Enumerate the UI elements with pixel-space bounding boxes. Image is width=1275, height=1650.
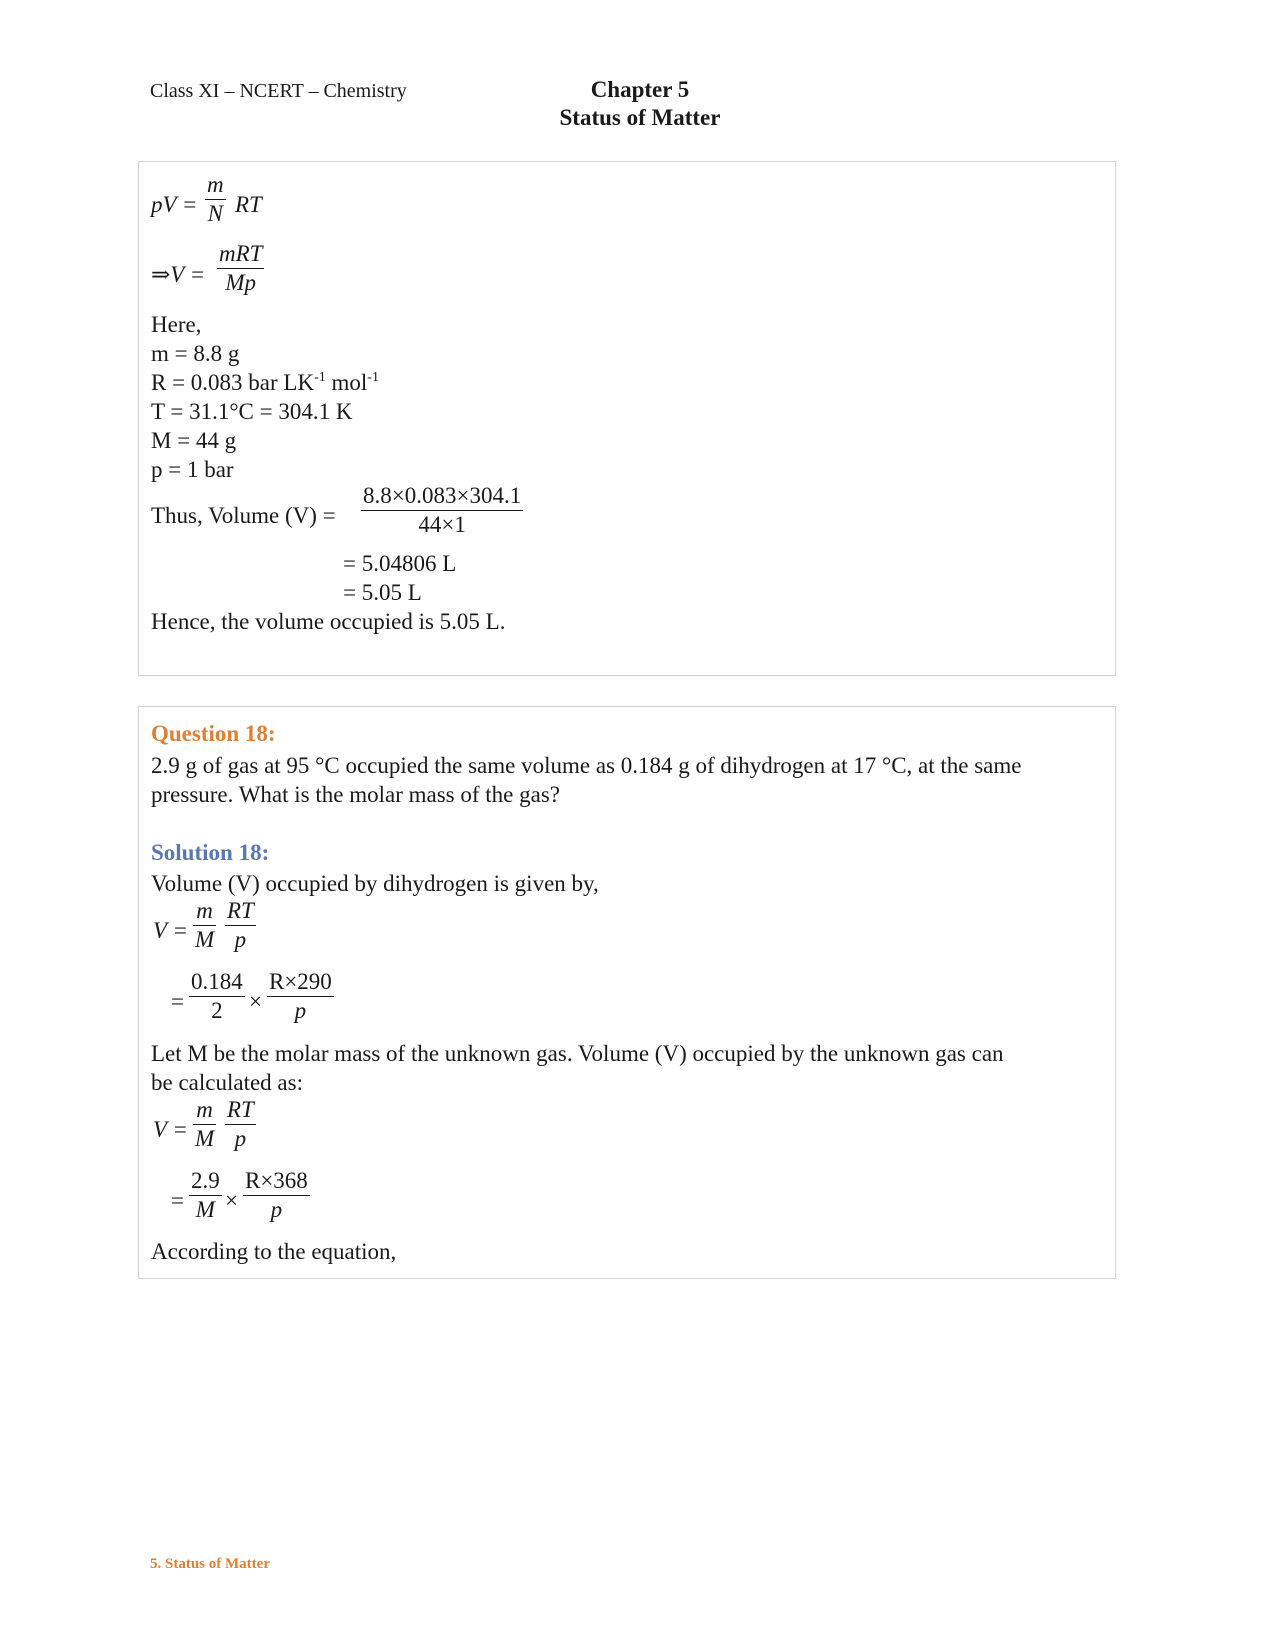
gas-constant-line: R = 0.083 bar $LK^{-1}$ mol$^{-1}$ <box>151 370 379 395</box>
result-line-2: = 5.05 L <box>343 580 422 605</box>
eq2-lhs: ⇒V = <box>151 262 206 287</box>
f2-frac-a: 0.184 2 <box>191 969 243 1023</box>
question-title: Question 18: <box>151 721 276 746</box>
f2-frac-b: R×290 p <box>269 969 332 1023</box>
solution-line-3: be calculated as: <box>151 1070 303 1095</box>
question-line-1: 2.9 g of gas at 95 °C occupied the same volume as 0.184 g of dihydrogen at 17 °C, at the same <box>151 753 1022 778</box>
eq1-den: N <box>207 201 223 226</box>
conclusion-line: Hence, the volume occupied is 5.05 L. <box>151 609 506 634</box>
f3-frac-b: RT p <box>227 1097 254 1151</box>
f2-lhs: = <box>171 989 184 1014</box>
eq2-fraction <box>217 240 264 297</box>
eq2-num: mRT <box>219 241 263 266</box>
solution-line-4: According to the equation, <box>151 1239 397 1264</box>
molar-mass-line: M = 44 g <box>151 428 237 453</box>
here-label: Here, <box>151 312 202 337</box>
f4-lhs: = <box>171 1188 184 1213</box>
volume-calc-fraction <box>361 482 523 539</box>
mass-line: m = 8.8 g <box>151 341 240 366</box>
thus-volume-label: Thus, Volume (V) = <box>151 503 336 528</box>
f2-times: × <box>249 989 262 1014</box>
solution-title: Solution 18: <box>151 840 270 865</box>
f1-frac-b: RT p <box>227 898 254 952</box>
f1-frac-a: m M <box>195 898 215 952</box>
chapter-title: Status of Matter <box>559 105 721 130</box>
eq1-num: m <box>207 172 224 197</box>
header-left: Class XI – NCERT – Chemistry <box>150 80 407 102</box>
question-18-box <box>138 706 1116 1279</box>
temperature-line: T = 31.1°C = 304.1 K <box>151 399 353 424</box>
eq2-den: Mp <box>225 270 257 295</box>
pressure-line: p = 1 bar <box>151 457 234 482</box>
solution-continuation-box <box>138 161 1116 676</box>
calc-num: 8.8×0.083×304.1 <box>363 483 522 508</box>
footer-chapter-label: 5. Status of Matter <box>150 1556 270 1572</box>
f3-lhs: V = <box>153 1117 188 1142</box>
calc-den: 44×1 <box>418 512 466 537</box>
f4-frac-a: 2.9 M <box>191 1168 220 1222</box>
f1-lhs: V = <box>153 918 188 943</box>
header-chapter <box>520 76 760 132</box>
eq1-fraction <box>205 171 226 228</box>
eq1-lhs: pV = <box>151 192 198 217</box>
chapter-number: Chapter 5 <box>590 77 690 102</box>
f3-frac-a: m M <box>195 1097 215 1151</box>
f4-frac-b: R×368 p <box>245 1168 308 1222</box>
result-line-1: = 5.04806 L <box>343 551 457 576</box>
question-line-2: pressure. What is the molar mass of the gas? <box>151 782 560 807</box>
solution-line-1: Volume (V) occupied by dihydrogen is given by, <box>151 871 599 896</box>
solution-line-2: Let M be the molar mass of the unknown gas. Volume (V) occupied by the unknown gas can <box>151 1041 1004 1066</box>
f4-times: × <box>225 1188 238 1213</box>
eq1-rhs: RT <box>235 192 262 217</box>
